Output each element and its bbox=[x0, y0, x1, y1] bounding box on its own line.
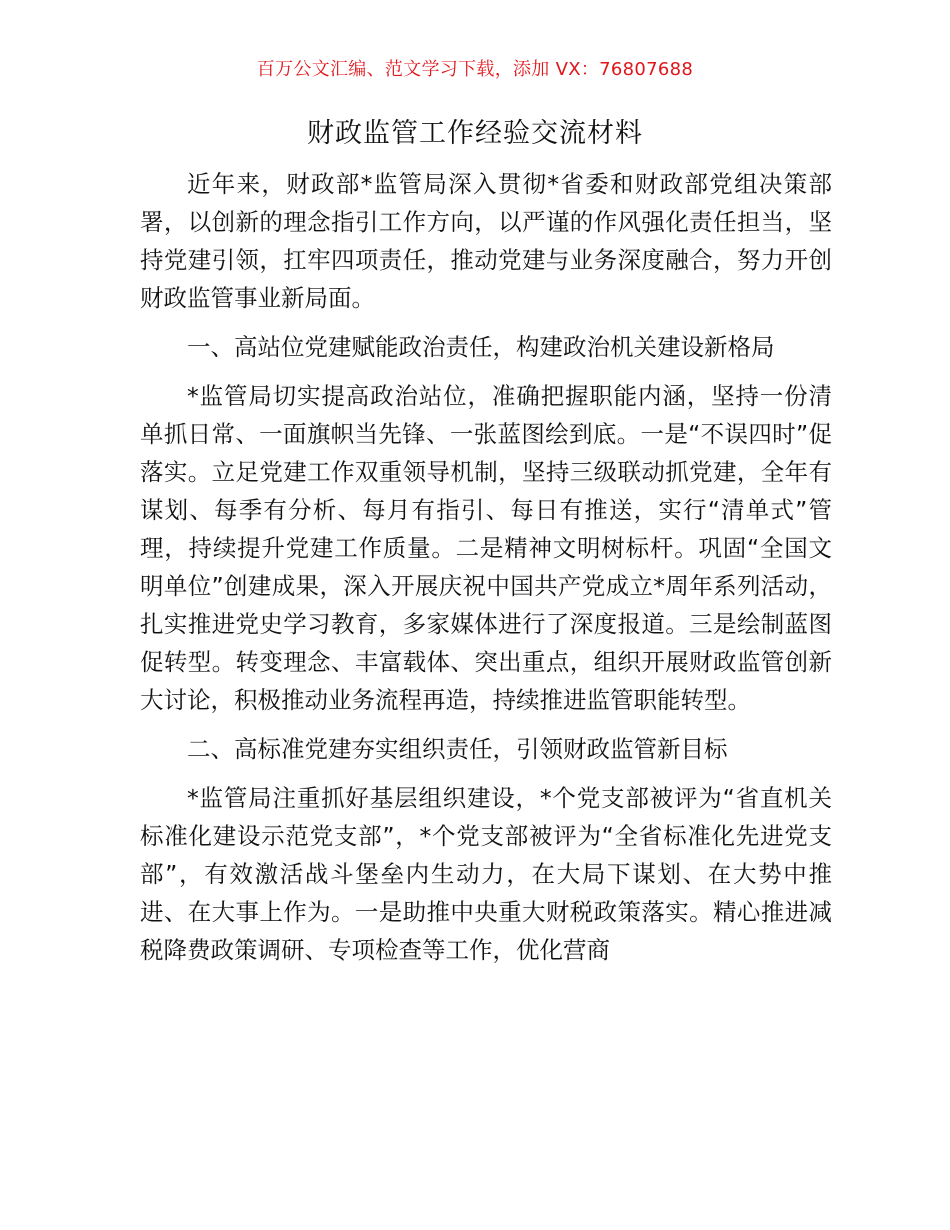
intro-paragraph: 近年来，财政部*监管局深入贯彻*省委和财政部党组决策部署，以创新的理念指引工作方向，以严谨的作风强化责任担当，坚持党建引领，扛牢四项责任，推动党建与业务深度融合，努力开创财政监管事业新局面。 bbox=[140, 170, 832, 312]
section-2-paragraph: *监管局注重抓好基层组织建设，*个党支部被评为“省直机关标准化建设示范党支部”，*个党支部被评为“全省标准化先进党支部”，有效激活战斗堡垒内生动力，在大局下谋划、在大势中推进、在大事上作为。一是助推中央重大财税政策落实。精心推进减税降费政策调研、专项检查等工作，优化营商 bbox=[140, 784, 832, 964]
header-banner: 百万公文汇编、范文学习下载，添加 VX：76807688 bbox=[256, 59, 694, 80]
document-body bbox=[140, 165, 832, 980]
document-title: 财政监管工作经验交流材料 bbox=[307, 118, 643, 149]
section-1-paragraph: *监管局切实提高政治站位，准确把握职能内涵，坚持一份清单抓日常、一面旗帜当先锋、一张蓝图绘到底。一是“不误四时”促落实。立足党建工作双重领导机制，坚持三级联动抓党建，全年有谋划、每季有分析、每月有指引、每日有推送，实行“清单式”管理，持续提升党建工作质量。二是精神文明树标杆。巩固“全国文明单位”创建成果，深入开展庆祝中国共产党成立*周年系列活动，扎实推进党史学习教育，多家媒体进行了深度报道。三是绘制蓝图促转型。转变理念、丰富载体、突出重点，组织开展财政监管创新大讨论，积极推动业务流程再造，持续推进监管职能转型。 bbox=[140, 382, 832, 714]
section-2-heading: 二、高标准党建夯实组织责任，引领财政监管新目标 bbox=[187, 735, 728, 763]
section-1-heading: 一、高站位党建赋能政治责任，构建政治机关建设新格局 bbox=[187, 333, 775, 361]
